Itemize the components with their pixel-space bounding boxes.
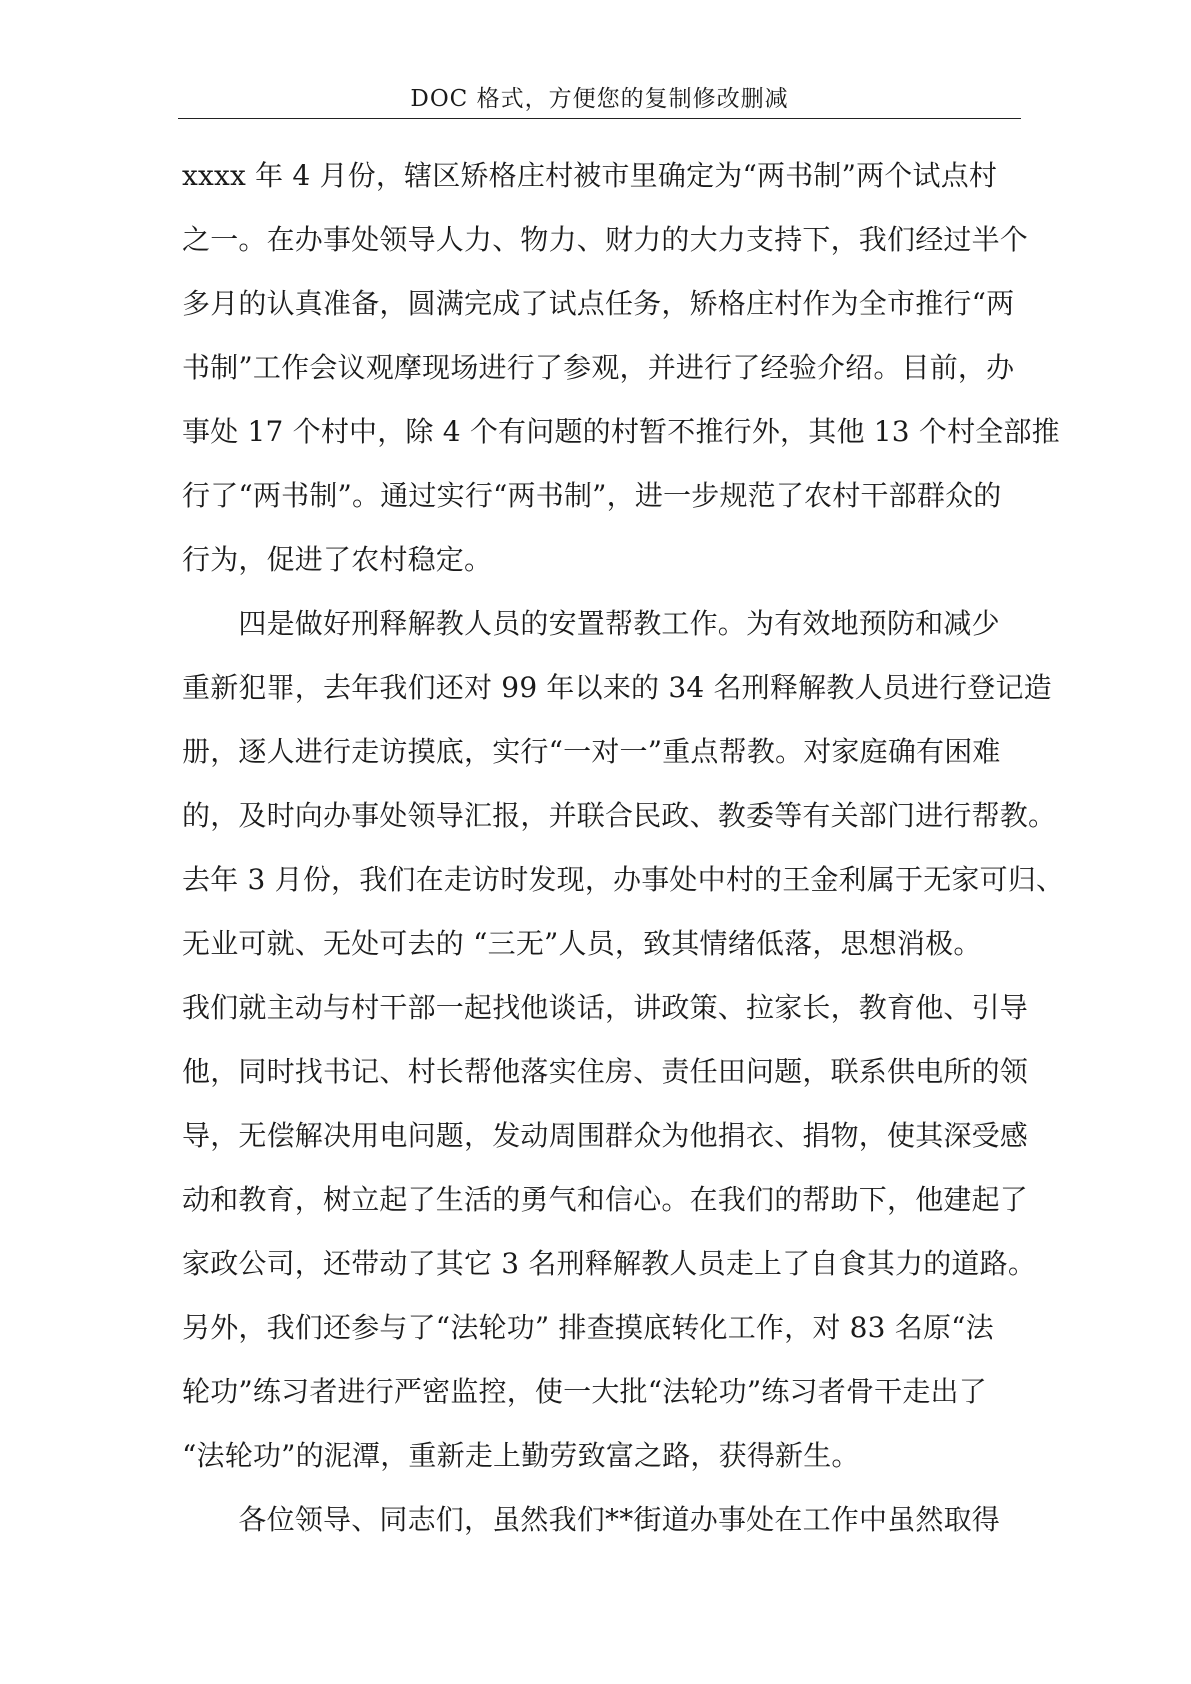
text-line: 之一。在办事处领导人力、物力、财力的大力支持下，我们经过半个 <box>182 223 1029 256</box>
text-line: 轮功”练习者进行严密监控，使一大批“法轮功”练习者骨干走出了 <box>182 1375 987 1408</box>
text-line: 去年 3 月份，我们在走访时发现，办事处中村的王金利属于无家可归、 <box>182 863 1065 896</box>
page-header: DOC 格式，方便您的复制修改删减 <box>410 86 789 112</box>
text-line: 另外，我们还参与了“法轮功” 排查摸底转化工作，对 83 名原“法 <box>182 1311 994 1344</box>
document-body <box>182 152 1065 1560</box>
text-line: 行为，促进了农村稳定。 <box>182 543 493 576</box>
text-line: 无业可就、无处可去的 “三无”人员，致其情绪低落，思想消极。 <box>182 927 982 960</box>
paragraph-start-line: 四是做好刑释解教人员的安置帮教工作。为有效地预防和减少 <box>182 607 1000 640</box>
text-line: 的，及时向办事处领导汇报，并联合民政、教委等有关部门进行帮教。 <box>182 799 1057 832</box>
text-line: 事处 17 个村中，除 4 个有问题的村暂不推行外，其他 13 个村全部推 <box>182 415 1060 448</box>
paragraph-start-line: 各位领导、同志们，虽然我们**街道办事处在工作中虽然取得 <box>182 1503 1001 1536</box>
text-line: 我们就主动与村干部一起找他谈话，讲政策、拉家长，教育他、引导 <box>182 991 1029 1024</box>
text-line: 导，无偿解决用电问题，发动周围群众为他捐衣、捐物，使其深受感 <box>182 1119 1029 1152</box>
text-line: xxxx 年 4 月份，辖区矫格庄村被市里确定为“两书制”两个试点村 <box>182 159 998 192</box>
text-line: 他，同时找书记、村长帮他落实住房、责任田问题，联系供电所的领 <box>182 1055 1029 1088</box>
text-line: 重新犯罪，去年我们还对 99 年以来的 34 名刑释解教人员进行登记造 <box>182 671 1052 704</box>
text-line: 书制”工作会议观摩现场进行了参观，并进行了经验介绍。目前，办 <box>182 351 1015 384</box>
text-line: 家政公司，还带动了其它 3 名刑释解教人员走上了自食其力的道路。 <box>182 1247 1037 1280</box>
text-line: 多月的认真准备，圆满完成了试点任务，矫格庄村作为全市推行“两 <box>182 287 1015 320</box>
text-line: 册，逐人进行走访摸底，实行“一对一”重点帮教。对家庭确有困难 <box>182 735 1001 768</box>
header-divider <box>178 118 1021 119</box>
text-line: “法轮功”的泥潭，重新走上勤劳致富之路，获得新生。 <box>182 1439 860 1472</box>
text-line: 动和教育，树立起了生活的勇气和信心。在我们的帮助下，他建起了 <box>182 1183 1029 1216</box>
text-line: 行了“两书制”。通过实行“两书制”，进一步规范了农村干部群众的 <box>182 479 1002 512</box>
